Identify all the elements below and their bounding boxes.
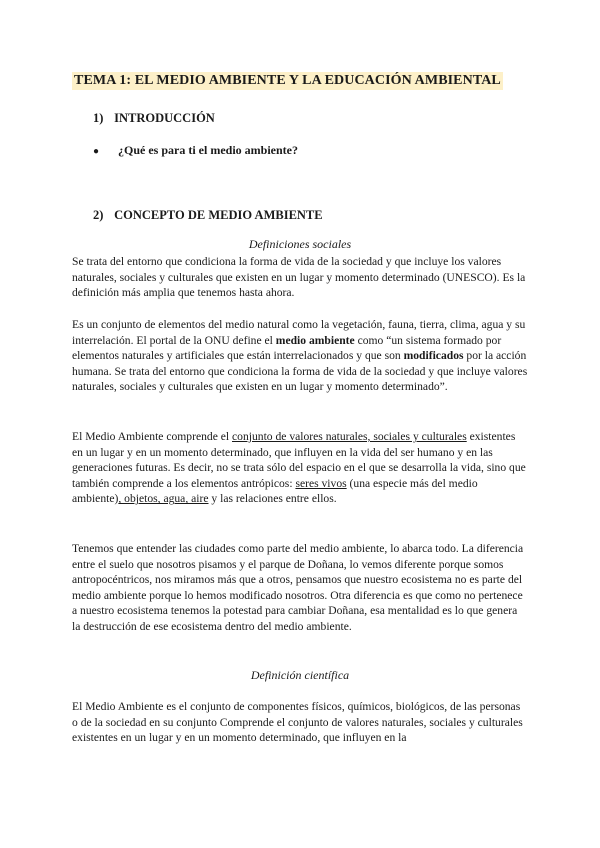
text-run: como “un sistema formado por elementos naturales y artificiales que están interrelacionados y que son <box>72 333 502 363</box>
underlined-conjunto-valores: conjunto de valores naturales, sociales y culturales <box>232 430 467 443</box>
subtitle-definiciones-sociales: Definiciones sociales <box>248 237 352 251</box>
bold-term-medio-ambiente: medio ambiente <box>275 333 355 347</box>
paragraph-unesco: Se trata del entorno que condiciona la forma de vida de la sociedad y que incluye los valores naturales, sociales y culturales que existen en un lugar y momento determinado (UNESCO). Es la definición más amplia que tenemos hasta ahora. <box>72 255 526 300</box>
text-run: y las relaciones entre ellos. <box>208 492 337 506</box>
text-run: Es un conjunto de elementos del medio natural como la vegetación, fauna, tierra, clima, agua y su interrelación. El portal de la ONU define el <box>72 318 526 347</box>
paragraph-onu <box>72 317 528 395</box>
bullet-question <box>93 143 298 158</box>
paragraph-medio-ambiente-comprende <box>72 429 528 507</box>
underlined-objetos-agua-aire: , objetos, agua, aire <box>118 492 209 506</box>
bold-term-modificados: modificados <box>403 349 464 363</box>
section-heading-text: INTRODUCCIÓN <box>114 111 215 125</box>
paragraph-definicion-cientifica: El Medio Ambiente es el conjunto de componentes físicos, químicos, biológicos, de las personas o de la sociedad en su conjunto Comprende el conjunto de valores naturales, sociales y culturales existentes en un lugar y en un momento determinado, que influyen en la <box>72 700 523 745</box>
document-title: TEMA 1: EL MEDIO AMBIENTE Y LA EDUCACIÓN AMBIENTAL <box>74 73 501 88</box>
paragraph-ciudades: Tenemos que entender las ciudades como parte del medio ambiente, lo abarca todo. La diferencia entre el suelo que nosotros pisamos y el parque de Doñana, lo vemos diferente porque somos antropocéntricos, nos miramos más que a otros, pensamos que nuestro ecosistema no es parte del medio ambiente porque lo hemos modificado nosotros. Otra diferencia es que como no pertenece a nuestro ecosistema tenemos la potestad para cambiar Doñana, esa mentalidad es lo que genera la destrucción de ese ecosistema dentro del medio ambiente. <box>72 542 524 633</box>
underlined-seres-vivos: seres vivos <box>295 476 347 490</box>
subtitle-definicion-cientifica: Definición científica <box>250 668 350 682</box>
bullet-dot-icon: ● <box>93 146 100 157</box>
text-run: existentes en un lugar y en un momento determinado, que influyen en la vida del ser humano y en las generaciones futuras. Es decir, no se trata sólo del espacio en el que se desarrolla la vida, sino que también comprende a los elementos antrópicos: <box>72 430 526 490</box>
text-run: por la acción humana. Se trata del entorno que condiciona la forma de vida de la sociedad y que incluye valores naturales, sociales y culturales que existen en un lugar y momento determinado”. <box>72 349 528 394</box>
section-number: 1) <box>93 111 104 125</box>
text-run: El Medio Ambiente comprende el <box>72 430 233 443</box>
section-heading-text: CONCEPTO DE MEDIO AMBIENTE <box>114 208 323 222</box>
bullet-text: ¿Qué es para ti el medio ambiente? <box>118 143 298 157</box>
section-number: 2) <box>93 208 104 222</box>
section-heading-introduccion <box>93 111 215 126</box>
text-run: (una especie más del medio ambiente) <box>72 476 478 506</box>
section-heading-concepto <box>93 208 323 223</box>
